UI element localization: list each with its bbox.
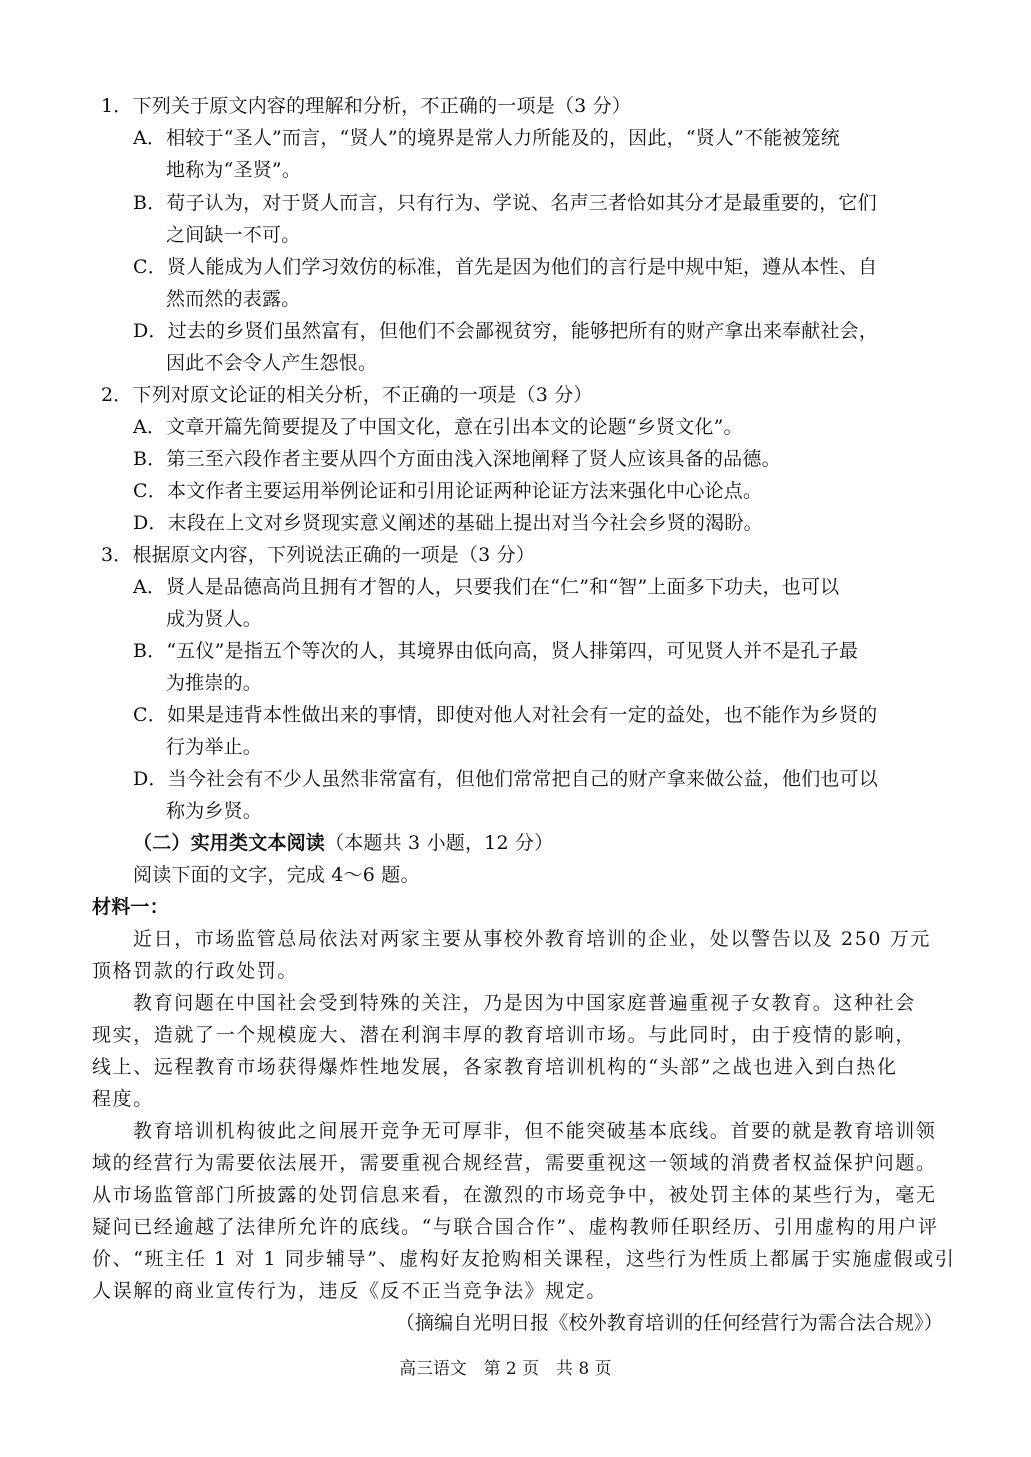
- q1-option-d: D．过去的乡贤们虽然富有，但他们不会鄙视贫穷，能够把所有的财产拿出来奉献社会，: [133, 320, 879, 342]
- article-source: （摘编自光明日报《校外教育培训的任何经营行为需合法合规》）: [395, 1312, 943, 1334]
- q1-option-d-cont: 因此不会令人产生怨恨。: [166, 352, 378, 374]
- article-p3-line1: 教育培训机构彼此之间展开竞争无可厚非，但不能突破基本底线。首要的就是教育培训领: [133, 1120, 937, 1142]
- material-label: 材料一：: [92, 896, 169, 918]
- section-heading-title: （二）实用类文本阅读: [133, 832, 326, 854]
- q1-option-a: A．相较于“圣人”而言，“贤人”的境界是常人力所能及的，因此，“贤人”不能被笼统: [133, 127, 841, 149]
- q1-option-b-cont: 之间缺一不可。: [166, 224, 301, 246]
- article-p1-line2: 顶格罚款的行政处罚。: [92, 960, 299, 982]
- q2-option-d: D．末段在上文对乡贤现实意义阐述的基础上提出对当今社会乡贤的渴盼。: [133, 512, 763, 534]
- section-instruction: 阅读下面的文字，完成 4～6 题。: [133, 864, 420, 886]
- q2-option-b: B．第三至六段作者主要从四个方面由浅入深地阐释了贤人应该具备的品德。: [133, 448, 781, 470]
- q1-option-b: B．荀子认为，对于贤人而言，只有行为、学说、名声三者恰如其分才是最重要的，它们: [133, 192, 877, 214]
- article-p3-line3: 从市场监管部门所披露的处罚信息来看，在激烈的市场竞争中，被处罚主体的某些行为，毫无: [92, 1184, 937, 1206]
- article-p1-line1: 近日，市场监管总局依法对两家主要从事校外教育培训的企业，处以警告以及 250 万元: [133, 928, 931, 950]
- q3-option-c-cont: 行为举止。: [166, 736, 263, 758]
- q3-option-c: C．如果是违背本性做出来的事情，即使对他人对社会有一定的益处，也不能作为乡贤的: [133, 704, 878, 726]
- article-p3-line2: 域的经营行为需要依法展开，需要重视合规经营，需要重视这一领域的消费者权益保护问题。: [92, 1152, 937, 1174]
- q3-option-a: A．贤人是品德高尚且拥有才智的人，只要我们在“仁”和“智”上面多下功夫，也可以: [133, 576, 840, 598]
- question-3-stem: 3．根据原文内容，下列说法正确的一项是（3 分）: [101, 544, 536, 566]
- q1-option-c: C．贤人能成为人们学习效仿的标准，首先是因为他们的言行是中规中矩，遵从本性、自: [133, 256, 878, 278]
- q3-option-b-cont: 为推崇的。: [166, 672, 263, 694]
- question-2-stem: 2．下列对原文论证的相关分析，不正确的一项是（3 分）: [101, 384, 593, 406]
- section-heading-note: （本题共 3 小题，12 分）: [325, 832, 554, 854]
- q1-option-a-cont: 地称为“圣贤”。: [166, 159, 302, 181]
- section-heading: [133, 829, 553, 857]
- q3-option-d-cont: 称为乡贤。: [166, 800, 263, 822]
- article-p3-line5: 价、“班主任 1 对 1 同步辅导”、虚构好友抢购相关课程，这些行为性质上都属于实施虚假或引: [92, 1248, 956, 1270]
- article-p3-line4: 疑问已经逾越了法律所允许的底线。“与联合国合作”、虚构教师任职经历、引用虚构的用户评: [92, 1216, 939, 1238]
- article-p2-line4: 程度。: [92, 1088, 154, 1110]
- q3-option-a-cont: 成为贤人。: [166, 608, 263, 630]
- article-p2-line3: 线上、远程教育市场获得爆炸性地发展，各家教育培训机构的“头部”之战也进入到白热化: [92, 1056, 898, 1078]
- page-footer: 高三语文 第 2 页 共 8 页: [399, 1359, 612, 1379]
- q1-option-c-cont: 然而然的表露。: [166, 288, 301, 310]
- q3-option-d: D．当今社会有不少人虽然非常富有，但他们常常把自己的财产拿来做公益，他们也可以: [133, 768, 879, 790]
- article-p2-line1: 教育问题在中国社会受到特殊的关注，乃是因为中国家庭普遍重视子女教育。这种社会: [133, 992, 916, 1014]
- article-p2-line2: 现实，造就了一个规模庞大、潜在利润丰厚的教育培训市场。与此同时，由于疫情的影响，: [92, 1024, 917, 1046]
- q2-option-a: A．文章开篇先简要提及了中国文化，意在引出本文的论题“乡贤文化”。: [133, 416, 743, 438]
- q2-option-c: C．本文作者主要运用举例论证和引用论证两种论证方法来强化中心论点。: [133, 480, 763, 502]
- q3-option-b: B．“五仪”是指五个等次的人，其境界由低向高，贤人排第四，可见贤人并不是孔子最: [133, 640, 859, 662]
- article-p3-line6: 人误解的商业宣传行为，违反《反不正当竞争法》规定。: [92, 1280, 608, 1302]
- question-1-stem: 1．下列关于原文内容的理解和分析，不正确的一项是（3 分）: [101, 95, 632, 117]
